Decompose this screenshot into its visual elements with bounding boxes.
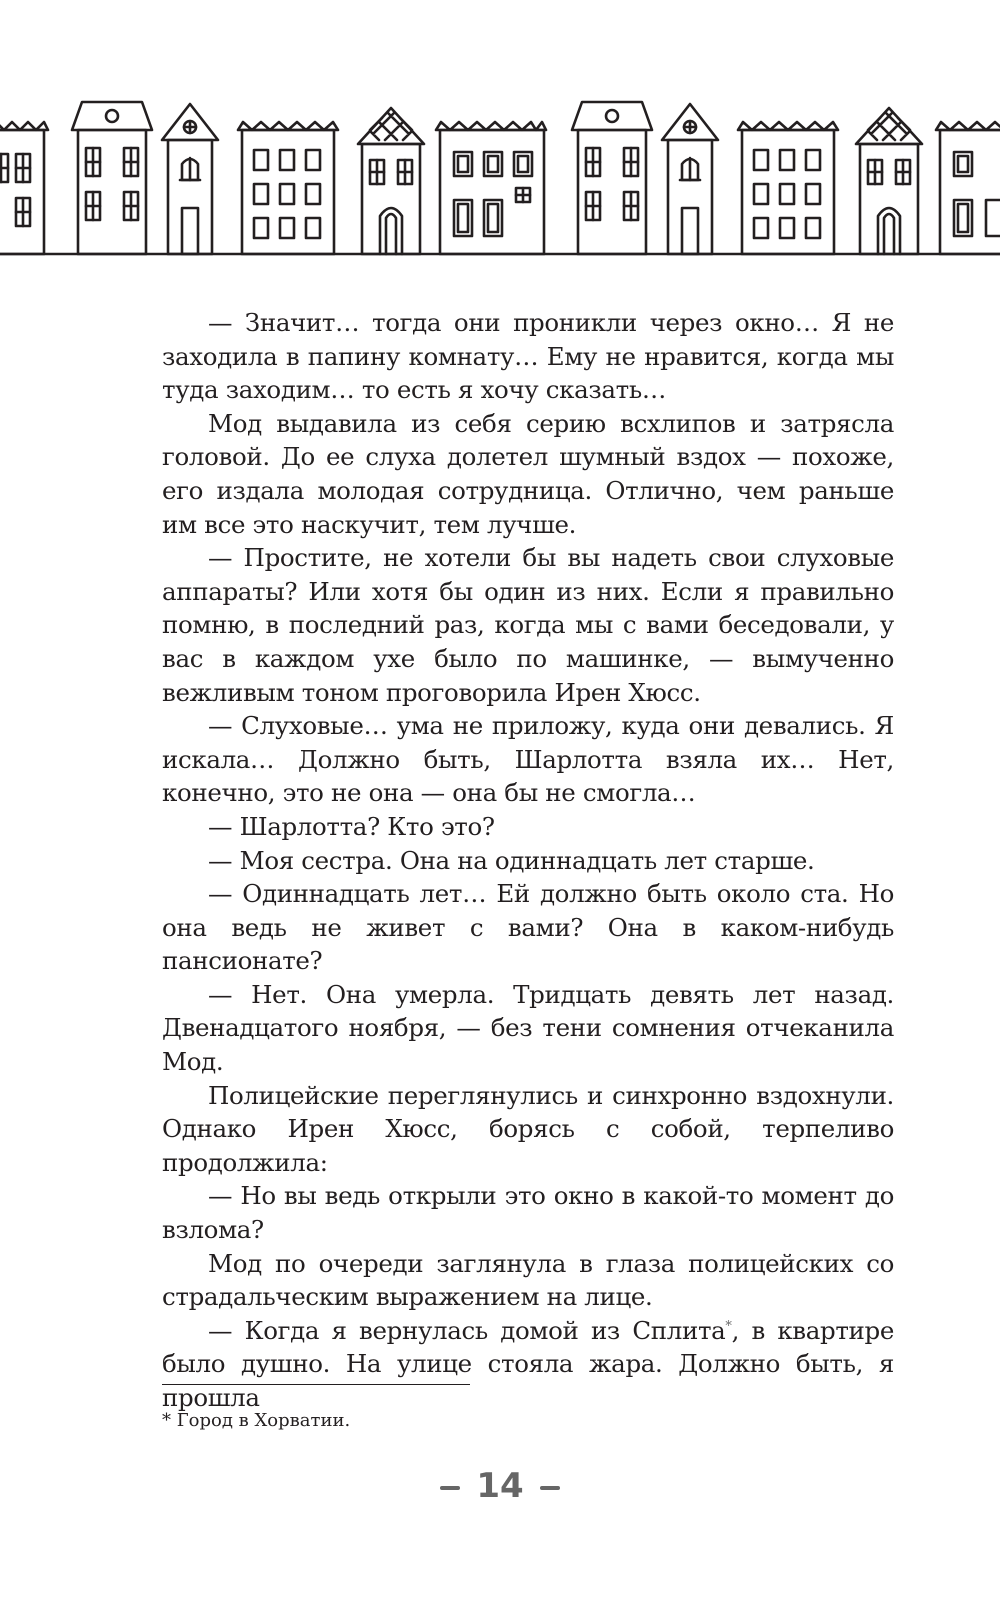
- footnote-mark[interactable]: *: [725, 1318, 732, 1334]
- footnote: * Город в Хорватии.: [162, 1410, 351, 1431]
- house-icon: [436, 122, 546, 254]
- house-icon: [0, 122, 48, 254]
- house-icon: [572, 102, 652, 254]
- house-icon: [238, 122, 338, 254]
- house-icon: [856, 108, 922, 254]
- paragraph: — Шарлотта? Кто это?: [208, 811, 495, 841]
- paragraph: — Одиннадцать лет… Ей должно быть около ста. Но она ведь не живет с вами? Она в каком-нибудь пансионате?: [162, 879, 894, 976]
- page-number: [0, 1466, 1000, 1506]
- dash-right-icon: [540, 1486, 560, 1490]
- house-icon: [936, 122, 1000, 254]
- dash-left-icon: [440, 1486, 460, 1490]
- paragraph: — Простите, не хотели бы вы надеть свои слуховые аппараты? Или хотя бы один из них. Если я правильно помню, в последний раз, когда мы с вами беседовали, у вас в каждом ухе было по машинке, — вымученно вежливым тоном проговорила Ирен Хюсс.: [162, 543, 894, 707]
- paragraph: Мод по очереди заглянула в глаза полицейских со страдальческим выражением на лице.: [162, 1248, 894, 1312]
- houses-illustration: [0, 100, 1000, 270]
- paragraph: — Нет. Она умерла. Тридцать девять лет назад. Двенадцатого ноября, — без тени сомнения отчеканила Мод.: [162, 979, 894, 1077]
- house-icon: [162, 104, 218, 254]
- paragraph: — Моя сестра. Она на одиннадцать лет старше.: [208, 845, 815, 875]
- house-icon: [72, 102, 152, 254]
- paragraph: Мод выдавила из себя серию всхлипов и затрясла головой. До ее слуха долетел шумный вздох — похоже, его издала молодая сотрудница. Отлично, чем раньше им все это наскучит, тем лучше.: [162, 408, 894, 539]
- footnote-divider: [162, 1384, 470, 1385]
- text-after-footnote-mark: , в квартире было душно. На улице стояла жара. Должно быть, я прошла: [162, 1315, 894, 1412]
- house-icon: [662, 104, 718, 254]
- paragraph-last: [162, 1314, 894, 1415]
- paragraph: — Значит… тогда они проникли через окно… Я не заходила в папину комнату… Ему не нравится, когда мы туда заходим… то есть я хочу сказать…: [162, 308, 894, 405]
- text-before-footnote-mark: — Когда я вернулась домой из Сплита: [208, 1315, 726, 1345]
- paragraph: Полицейские переглянулись и синхронно вздохнули. Однако Ирен Хюсс, борясь с собой, терпеливо продолжила:: [162, 1080, 894, 1177]
- body-text: [162, 306, 894, 1415]
- house-icon: [358, 108, 424, 254]
- paragraph: — Но вы ведь открыли это окно в какой-то момент до взлома?: [162, 1181, 894, 1245]
- page-number-value: 14: [476, 1466, 524, 1506]
- house-icon: [738, 122, 838, 254]
- paragraph: — Слуховые… ума не приложу, куда они девались. Я искала… Должно быть, Шарлотта взяла их… Нет, конечно, это не она — она бы не смогла…: [162, 711, 894, 808]
